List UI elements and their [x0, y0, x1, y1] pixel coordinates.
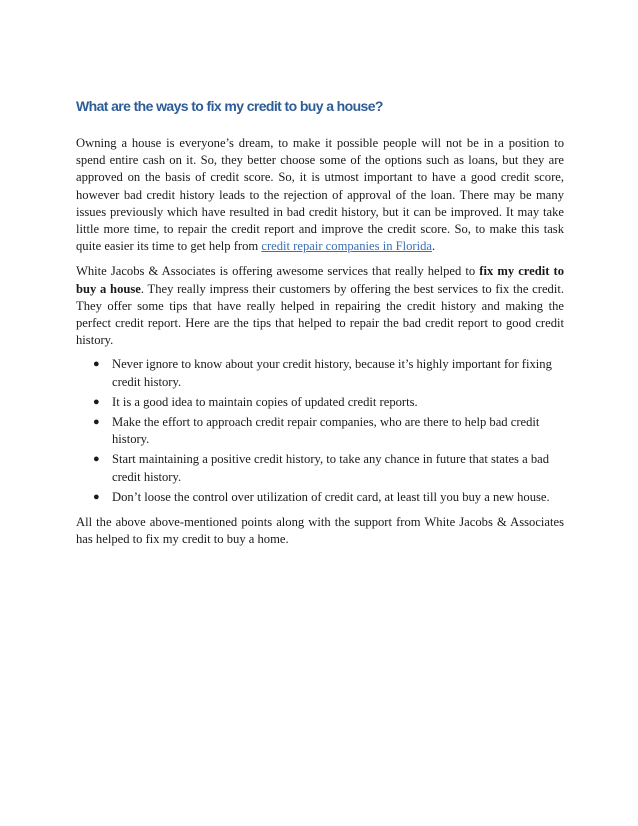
tip-text-5: Don’t loose the control over utilization of credit card, at least till you buy a new house.	[112, 489, 550, 504]
tip-text-1: Never ignore to know about your credit history, because it’s highly important for fixing credit history.	[112, 357, 552, 389]
tip-item-2	[93, 394, 564, 411]
bullet-icon: ●	[93, 416, 100, 429]
bullet-icon: ●	[93, 490, 100, 503]
tip-item-1	[93, 356, 564, 390]
services-paragraph-bold: fix my credit to buy a house	[76, 264, 564, 296]
tip-item-4	[93, 451, 564, 485]
document-content	[76, 97, 564, 556]
bullet-icon: ●	[93, 358, 100, 371]
bullet-icon: ●	[93, 453, 100, 466]
services-paragraph-part1: White Jacobs & Associates is offering awesome services that really helped to	[76, 264, 480, 279]
credit-repair-link[interactable]: credit repair companies in Florida	[261, 239, 433, 254]
intro-paragraph-text: Owning a house is everyone’s dream, to make it possible people will not be in a position to spend entire cash on it. So, they better choose some of the options such as loans, but they are approved on the basis of credit score. So, it is utmost important to have a good credit score, however bad credit history leads to the rejection of approval of the loan. There may be many issues previously which have resulted in bad credit history, but it can be improved. It may take little more time, to repair the credit report and improve the credit score. So, to make this task quite easier its time to get help from	[76, 136, 564, 254]
page-title: What are the ways to fix my credit to buy a house?	[76, 98, 383, 114]
tip-item-5	[93, 489, 564, 506]
intro-paragraph-suffix: .	[432, 239, 436, 254]
tip-text-4: Start maintaining a positive credit history, to take any chance in future that states a bad credit history.	[112, 452, 550, 484]
bullet-icon: ●	[93, 395, 100, 408]
services-paragraph	[76, 263, 564, 349]
tip-item-3	[93, 414, 564, 448]
tips-list	[76, 356, 564, 506]
intro-paragraph	[76, 135, 564, 255]
services-paragraph-part2: . They really impress their customers by offering the best services to fix the credit. They offer some tips that have really helped in repairing the credit history and making the perfect credit report. Here are the tips that helped to repair the bad credit report to good credit history.	[76, 281, 564, 348]
tip-text-3: Make the effort to approach credit repair companies, who are there to help bad credit history.	[112, 415, 540, 447]
closing-paragraph: All the above above-mentioned points along with the support from White Jacobs & Associates has helped to fix my credit to buy a home.	[76, 515, 564, 547]
tip-text-2: It is a good idea to maintain copies of updated credit reports.	[112, 394, 418, 409]
